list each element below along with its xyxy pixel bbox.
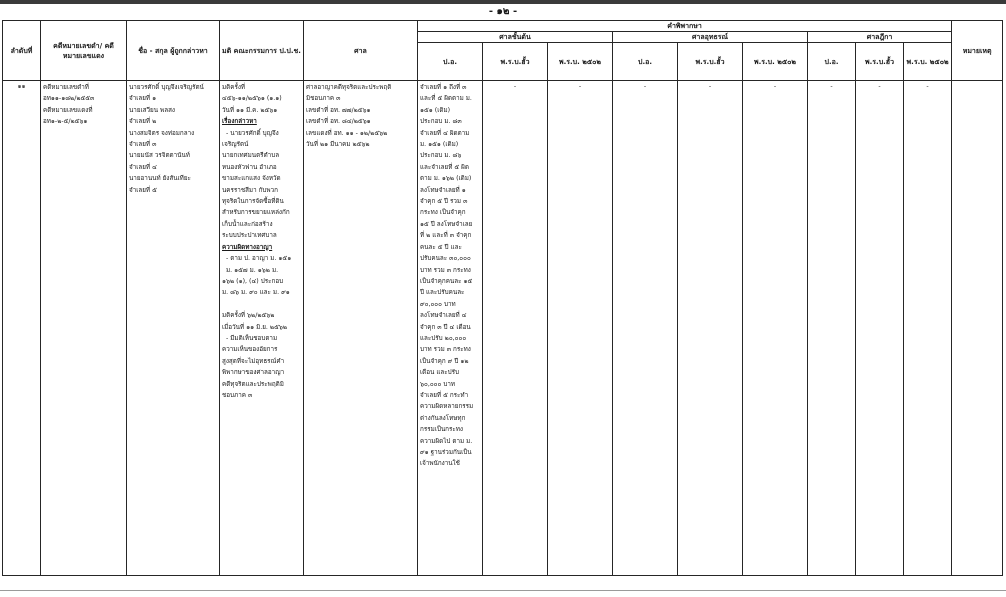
header-supreme-criminal-code: ป.อ. — [808, 43, 856, 81]
resolution-line: นครราชสีมา กับพวก — [222, 186, 278, 194]
po-line: ๑๕ ปี ลงโทษจำเลย — [420, 220, 473, 228]
resolution-cell — [220, 81, 304, 576]
name-line: จำเลยที่ ๔ — [129, 163, 157, 171]
po-line: ต่างกันลงโทษทุก — [420, 414, 466, 422]
po-line: เดือน และปรับ — [420, 369, 460, 377]
resolution-line: ความผิดทางอาญา — [222, 243, 273, 251]
po-line: บาท รวม ๓ กระทง — [420, 346, 471, 354]
resolution-line: พิพากษาของศาลอาญา — [222, 369, 285, 377]
po-line: จำคุก ๓ ปี ๔ เดือน — [420, 323, 471, 331]
name-line: จำเลยที่ ๑ — [129, 95, 157, 103]
judgment-table — [2, 20, 1003, 576]
court-line: มิชอบภาค ๓ — [306, 95, 341, 103]
header-case-number: คดีหมายเลขดำ/ คดีหมายเลขแดง — [41, 21, 127, 81]
resolution-line: นายกเทศมนตรีตำบล — [222, 152, 280, 160]
po-line: ๙๐,๐๐๐ บาท — [420, 300, 456, 308]
po-line: กระทง เป็นจำคุก — [420, 209, 466, 217]
case-number-text — [41, 81, 126, 129]
resolution-line: ความเห็นของอัยการ — [222, 346, 278, 354]
header-supreme-court: ศาลฎีกา — [808, 32, 952, 43]
po-line: ๙๑ ฐานร่วมกันเป็น — [420, 449, 472, 456]
resolution-line: ขามสะแกแสง จังหวัด — [222, 175, 281, 183]
name-line: นายมนัส วรจิตตานันท์ — [129, 152, 190, 160]
po-line: และที่ ๕ ผิดตาม ม. — [420, 95, 472, 103]
header-first-court-criminal-code: ป.อ. — [418, 43, 483, 81]
po-line: ตาม ม. ๑๖๒ (เดิม) — [420, 175, 472, 183]
resolution-line: - ตาม ป. อาญา ม. ๑๕๑ — [226, 255, 292, 263]
name-line: จำเลยที่ ๕ — [129, 186, 157, 194]
po-line: จำเลยที่ ๑ ถึงที่ ๓ — [420, 84, 467, 91]
header-no: ลำดับที่ — [3, 21, 41, 81]
po-line: จำเลยที่ ๔ ผิดตาม — [420, 129, 470, 137]
resolution-line: - นายวรศักดิ์ บุญจึง — [226, 129, 279, 137]
document-sheet — [2, 20, 1002, 576]
accused-name-cell — [127, 81, 220, 576]
resolution-line: ระบบประปาเทศบาล — [222, 232, 277, 240]
table-row — [3, 81, 1003, 576]
case-number-cell — [41, 81, 127, 576]
first-court-verdict-text — [418, 81, 482, 471]
supreme-2502-value: - — [904, 81, 952, 576]
resolution-line: - มีมติเห็นชอบตาม — [226, 334, 278, 342]
resolution-line: สำหรับการขยายแหล่งกัก — [222, 209, 290, 217]
resolution-line: เจริญรัตน์ — [222, 141, 249, 149]
header-remark: หมายเหตุ — [952, 21, 1003, 81]
top-border — [0, 0, 1006, 4]
resolution-line: เมื่อวันที่ ๑๑ มิ.ย. ๒๕๖๒ — [222, 323, 287, 331]
first-court-2502-value: - — [548, 81, 613, 576]
po-line: และจำเลยที่ ๕ ผิด — [420, 163, 469, 171]
header-supreme-bid-collusion-act: พ.ร.บ.ฮั้ว — [856, 43, 904, 81]
case-line: อท๑-๒-๕/๒๕๖๑ — [43, 118, 88, 126]
case-line: คดีหมายเลขดำที่ — [43, 84, 89, 91]
po-line: ประกอบ ม. ๘๓ — [420, 118, 462, 126]
header-accused-name: ชื่อ - สกุล ผู้ถูกกล่าวหา — [127, 21, 220, 81]
resolution-line: สูงสุดที่จะไม่อุทธรณ์คำ — [222, 357, 285, 365]
appeal-criminal-code-value: - — [613, 81, 678, 576]
remark-cell — [952, 81, 1003, 576]
po-line: ที่ ๒ และที่ ๓ จำคุก — [420, 232, 472, 240]
resolution-line: มติครั้งที่ — [222, 84, 246, 91]
po-line: ๑๕๑ (เดิม) — [420, 106, 451, 114]
court-line: เลขแดงที่ อท. ๑๑ - ๑๒/๒๕๖๒ — [306, 129, 388, 137]
header-judgment: คำพิพากษา — [418, 21, 952, 32]
po-line: เจ้าพนักงานใช้ — [420, 460, 460, 468]
po-line: ลงโทษจำเลยที่ ๑ — [420, 186, 466, 194]
resolution-line: ๔๕๖-๑๑/๒๕๖๑ (๑.๑) — [222, 95, 282, 103]
bottom-rule — [0, 590, 1006, 591]
court-cell — [304, 81, 418, 576]
name-line: จำเลยที่ ๒ — [129, 118, 157, 126]
supreme-criminal-code-value: - — [808, 81, 856, 576]
resolution-line: มติครั้งที่ ๖๒/๒๕๖๒ — [222, 312, 275, 320]
po-line: และปรับ ๒๐,๐๐๐ — [420, 334, 467, 342]
resolution-line: ทุจริตในการจัดซื้อที่ดิน — [222, 198, 284, 206]
accused-name-text — [127, 81, 219, 197]
resolution-line: คดีทุจริตและประพฤติมิ — [222, 380, 284, 388]
resolution-line: ชอบภาค ๓ — [222, 391, 253, 399]
header-supreme-2502-act: พ.ร.บ. ๒๕๐๒ — [904, 43, 952, 81]
appeal-bid-collusion-value: - — [678, 81, 743, 576]
po-line: เป็นจำคุกคนละ ๑๕ — [420, 277, 473, 285]
header-appeal-court: ศาลอุทธรณ์ — [613, 32, 808, 43]
po-line: กรรมเป็นกระทง — [420, 426, 463, 434]
first-court-criminal-code-cell — [418, 81, 483, 576]
po-line: ลงโทษจำเลยที่ ๔ — [420, 312, 467, 320]
header-first-court-bid-collusion-act: พ.ร.บ.ฮั้ว — [483, 43, 548, 81]
po-line: จำเลยที่ ๕ กระทำ — [420, 391, 469, 399]
case-line: อท๑๑-๑๘๒/๒๕๕๓ — [43, 95, 95, 103]
po-line: ความผิดไป ตาม ม. — [420, 437, 473, 445]
header-first-court: ศาลชั้นต้น — [418, 32, 613, 43]
resolution-line: ม. ๑๕๗ ม. ๑๖๒ ม. — [226, 266, 279, 274]
court-line: ศาลอาญาคดีทุจริตและประพฤติ — [306, 84, 392, 91]
resolution-line — [222, 299, 301, 310]
header-appeal-2502-act: พ.ร.บ. ๒๕๐๒ — [743, 43, 808, 81]
court-line: เลขดำที่ อท. ๘๔/๒๕๖๑ — [306, 118, 371, 126]
resolution-text — [220, 81, 303, 402]
resolution-line: ๑๖๒ (๑), (๔) ประกอบ — [222, 277, 284, 285]
po-line: ม. ๑๕๑ (เดิม) — [420, 141, 459, 149]
page-number: - ๑๒ - — [488, 6, 518, 17]
name-line: นายอานนท์ ยังสันเทียะ — [129, 175, 191, 183]
po-line: ประกอบ ม. ๘๖ — [420, 152, 462, 160]
supreme-bid-collusion-value: - — [856, 81, 904, 576]
resolution-line: เก็บน้ำและก่อสร้าง — [222, 220, 273, 228]
resolution-line: ม. ๘๖ ม. ๙๐ และ ม. ๙๑ — [222, 289, 290, 297]
row-number: ๑๑ — [3, 81, 41, 576]
name-line: จำเลยที่ ๓ — [129, 141, 157, 149]
header-nacc-resolution: มติ คณะกรรมการ ป.ป.ช. — [220, 21, 304, 81]
header-court: ศาล — [304, 21, 418, 81]
resolution-line: วันที่ ๑๑ มี.ค. ๒๕๖๑ — [222, 106, 278, 114]
name-line: นายเสวียน พลสง — [129, 106, 175, 114]
po-line: ปี และปรับคนละ — [420, 289, 465, 297]
court-line: เลขดำที่ อท. ๗๗/๒๕๖๑ — [306, 106, 371, 114]
po-line: จำคุก ๕ ปี รวม ๓ — [420, 198, 468, 206]
po-line: คนละ ๕ ปี และ — [420, 243, 462, 251]
first-court-bid-collusion-value: - — [483, 81, 548, 576]
case-line: คดีหมายเลขแดงที่ — [43, 106, 93, 114]
po-line: ปรับคนละ ๓๐,๐๐๐ — [420, 255, 471, 263]
appeal-2502-value: - — [743, 81, 808, 576]
header-appeal-criminal-code: ป.อ. — [613, 43, 678, 81]
header-first-court-2502-act: พ.ร.บ. ๒๕๐๒ — [548, 43, 613, 81]
name-line: นายวรศักดิ์ บุญจึงเจริญรัตน์ — [129, 84, 204, 91]
resolution-line: เรื่องกล่าวหา — [222, 118, 257, 126]
po-line: บาท รวม ๓ กระทง — [420, 266, 471, 274]
po-line: ๖๐,๐๐๐ บาท — [420, 380, 456, 388]
court-line: วันที่ ๒๑ มีนาคม ๒๕๖๒ — [306, 141, 370, 149]
po-line: เป็นจำคุก ๙ ปี ๑๒ — [420, 357, 469, 365]
header-appeal-bid-collusion-act: พ.ร.บ.ฮั้ว — [678, 43, 743, 81]
court-text — [304, 81, 417, 151]
resolution-line: หนองหัวฟาน อำเภอ — [222, 163, 277, 171]
po-line: ความผิดหลายกรรม — [420, 403, 474, 411]
name-line: นางสมจิตร จงท่อมกลาง — [129, 129, 195, 137]
